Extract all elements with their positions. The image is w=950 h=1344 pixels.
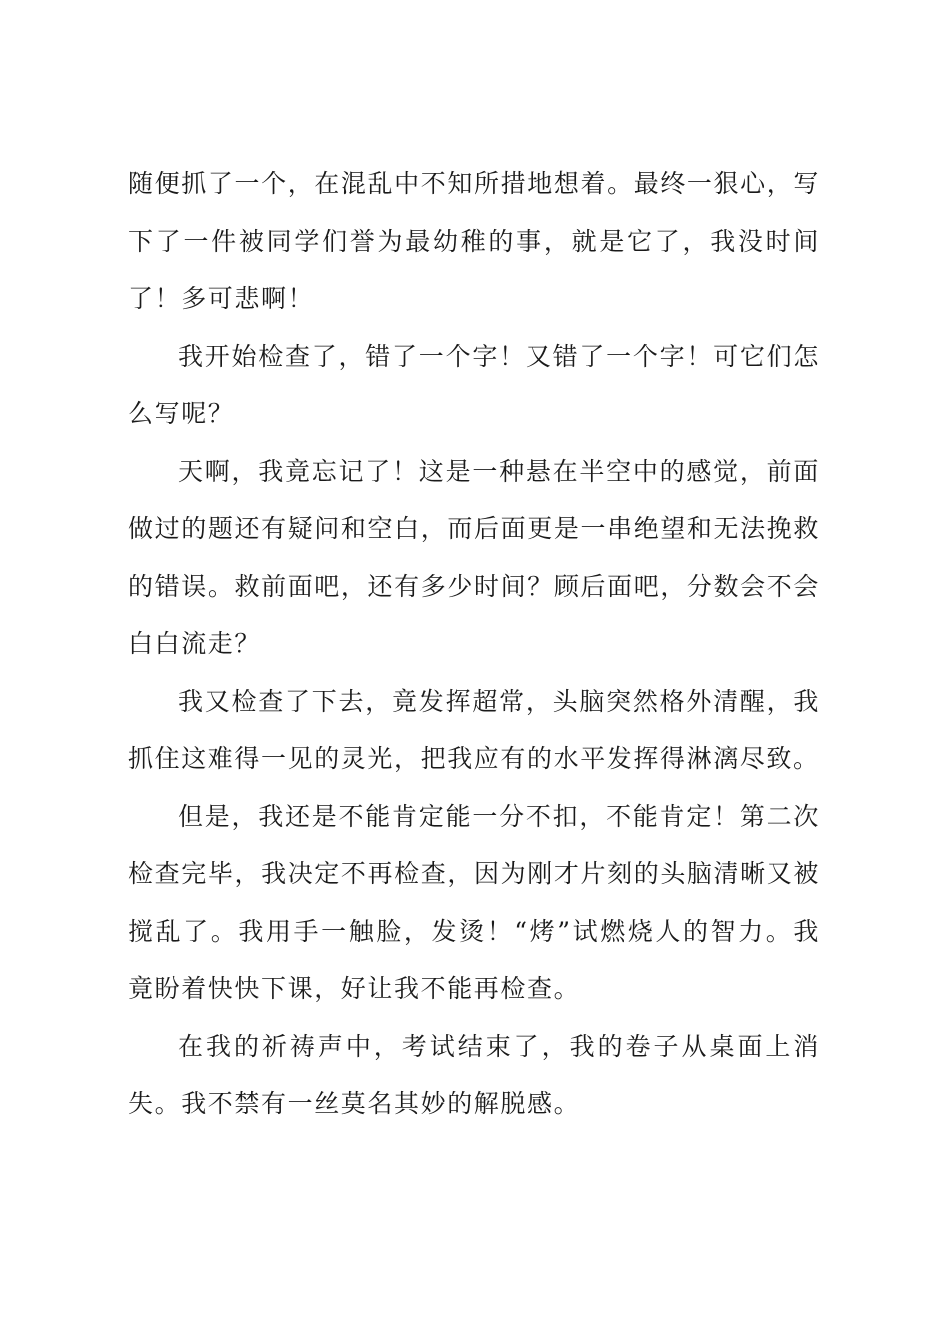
paragraph-4: 我又检查了下去，竟发挥超常，头脑突然格外清醒，我抓住这难得一见的灵光，把我应有的水平发挥得淋漓尽致。 (128, 686, 820, 773)
paragraph-2: 我开始检查了，错了一个字！又错了一个字！可它们怎么写呢？ (128, 341, 820, 428)
paragraph-1: 随便抓了一个，在混乱中不知所措地想着。最终一狠心，写下了一件被同学们誉为最幼稚的事，就是它了，我没时间了！多可悲啊！ (128, 169, 820, 313)
paragraph-5: 但是，我还是不能肯定能一分不扣，不能肯定！第二次检查完毕，我决定不再检查，因为刚才片刻的头脑清晰又被搅乱了。我用手一触脸，发烫！“烤”试燃烧人的智力。我竟盼着快快下课，好让我不能再检查。 (128, 801, 820, 1003)
document-body (128, 155, 820, 1133)
paragraph-6: 在我的祈祷声中，考试结束了，我的卷子从桌面上消失。我不禁有一丝莫名其妙的解脱感。 (128, 1031, 820, 1118)
paragraph-3: 天啊，我竟忘记了！这是一种悬在半空中的感觉，前面做过的题还有疑问和空白，而后面更是一串绝望和无法挽救的错误。救前面吧，还有多少时间？顾后面吧，分数会不会白白流走？ (128, 456, 820, 658)
